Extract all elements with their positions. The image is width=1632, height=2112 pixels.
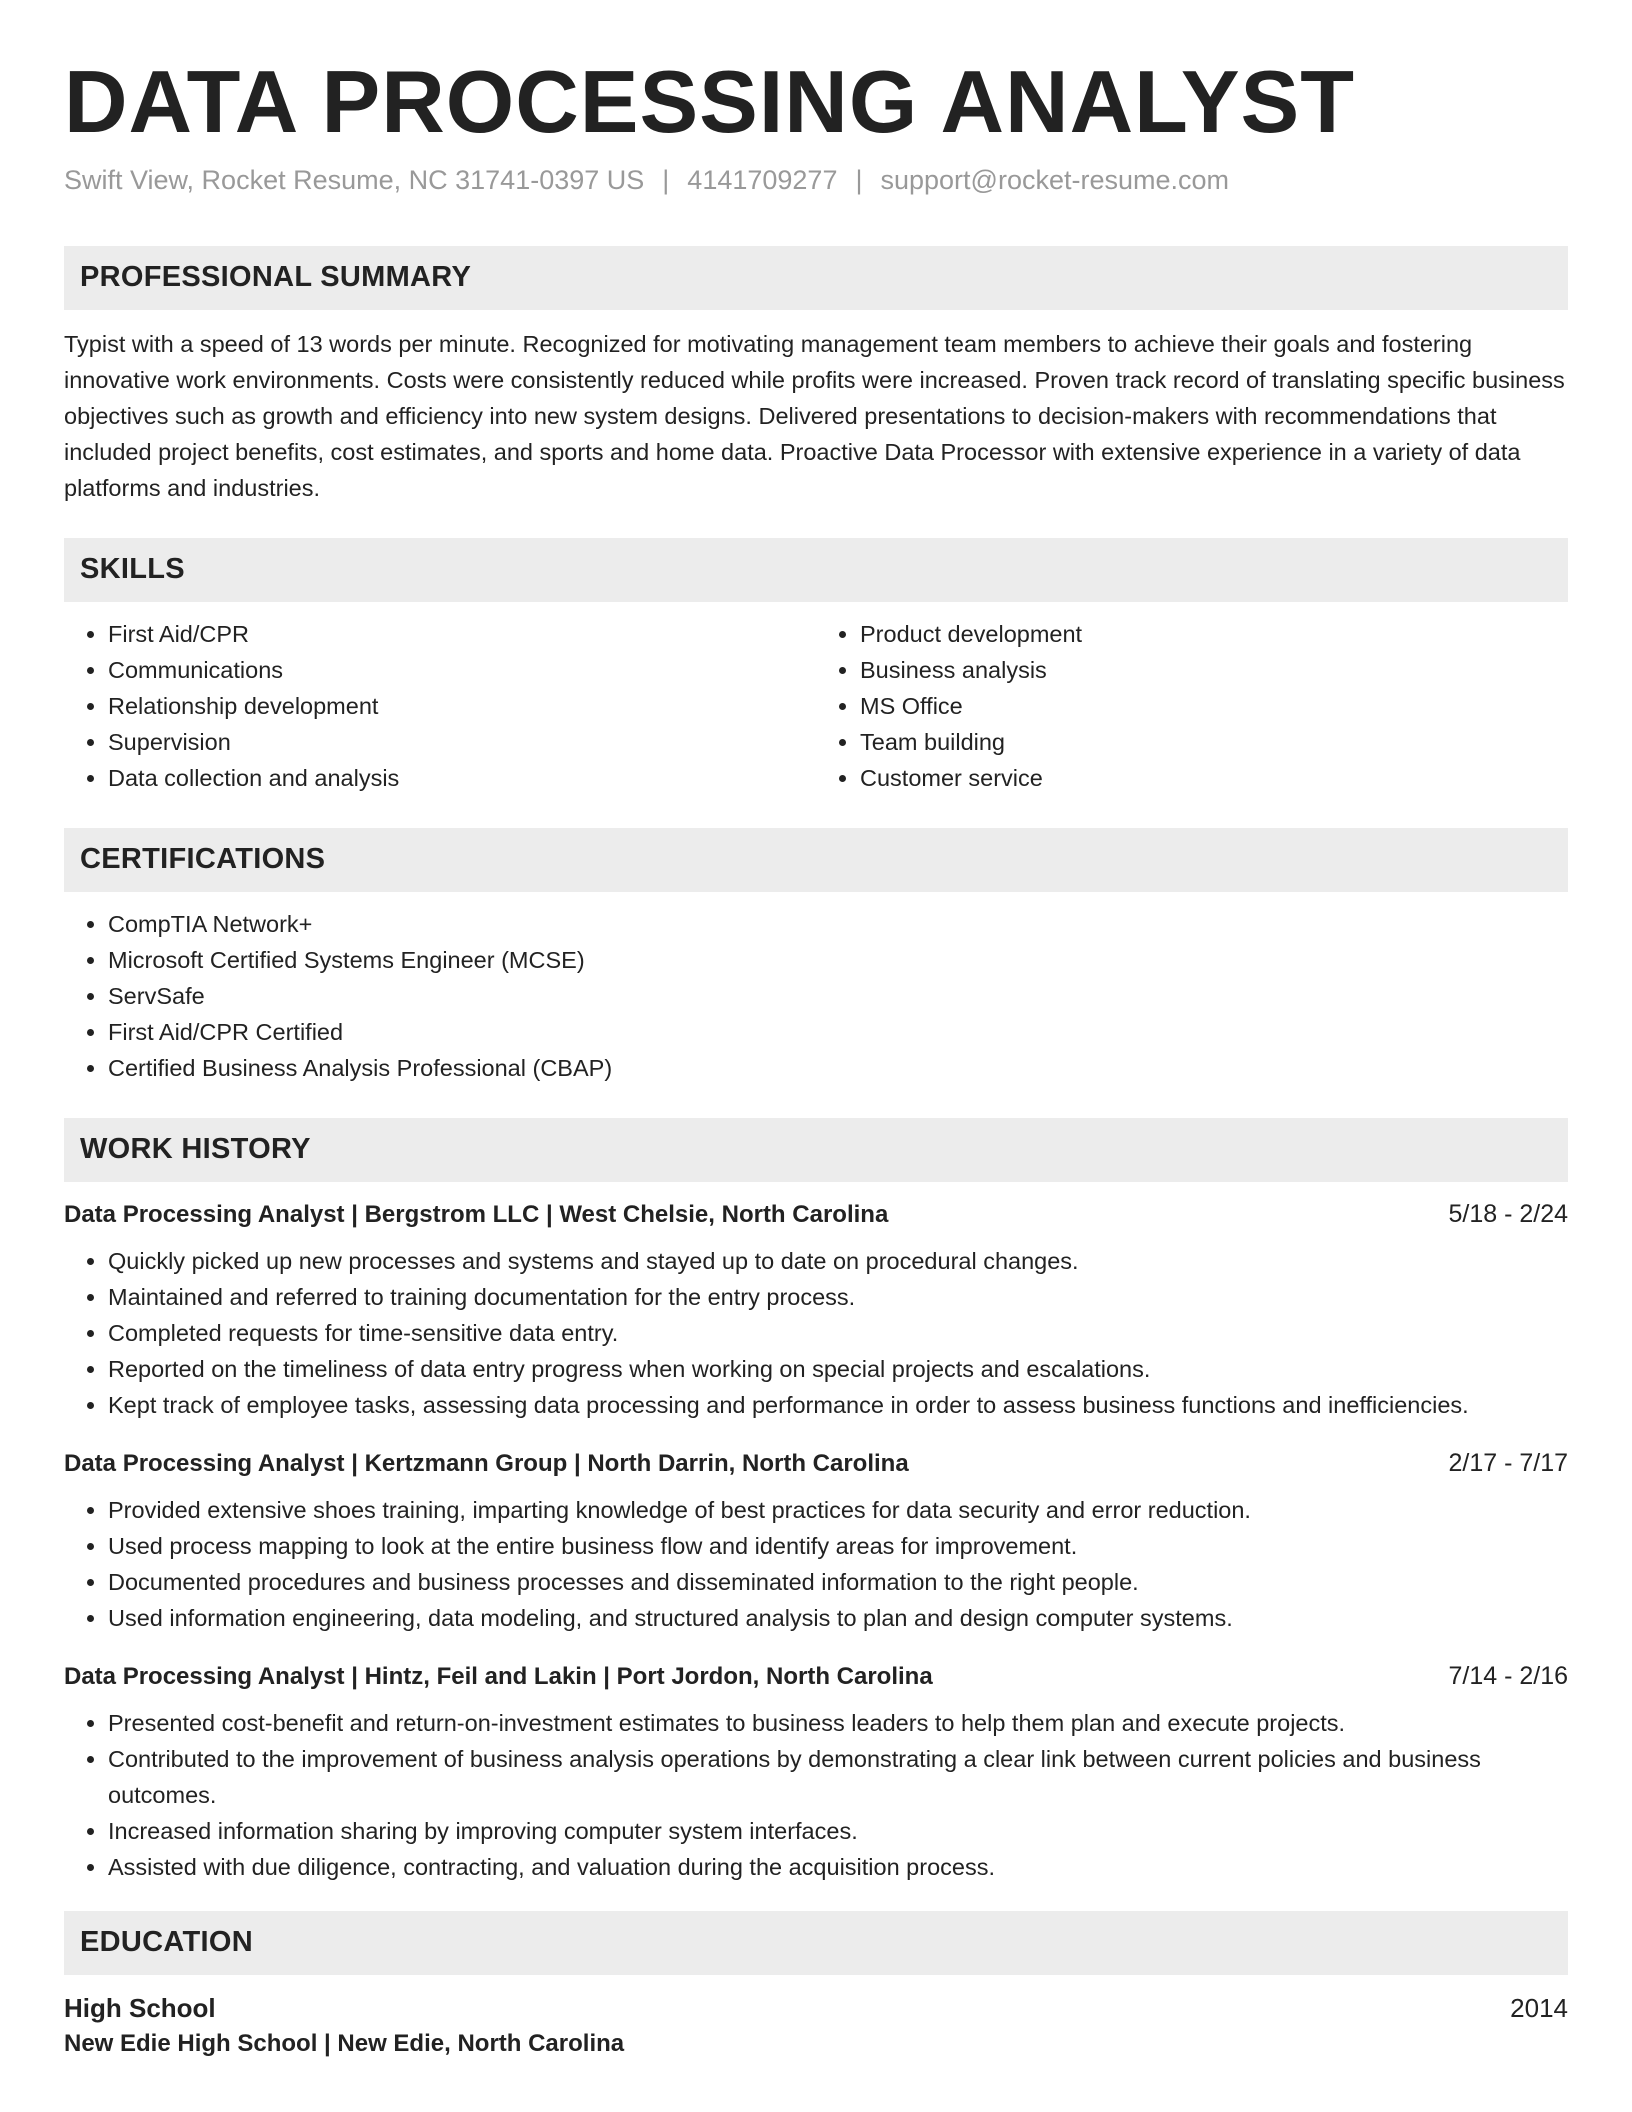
job-bullet: • Contributed to the improvement of business analysis operations by demonstrating a clear link between current policies and business outcomes.: [108, 1741, 1568, 1813]
skill-item: • Product development: [860, 616, 1568, 652]
education-degree: High School: [64, 1992, 216, 2023]
job-header: [64, 1200, 1568, 1229]
job-bullets: [64, 1492, 1568, 1636]
job-entry: [64, 1662, 1568, 1885]
certification-item: • CompTIA Network+: [108, 906, 1568, 942]
job-bullet: • Provided extensive shoes training, imparting knowledge of best practices for data security and error reduction.: [108, 1492, 1568, 1528]
job-bullet: • Presented cost-benefit and return-on-investment estimates to business leaders to help them plan and execute projects.: [108, 1705, 1568, 1741]
job-bullets: [64, 1705, 1568, 1885]
job-bullet: • Completed requests for time-sensitive data entry.: [108, 1315, 1568, 1351]
work-history-section-header: WORK HISTORY: [64, 1118, 1568, 1182]
education-year: 2014: [1510, 1992, 1568, 2023]
job-bullet: • Quickly picked up new processes and systems and stayed up to date on procedural changes.: [108, 1243, 1568, 1279]
certification-item: • First Aid/CPR Certified: [108, 1014, 1568, 1050]
contact-address: Swift View, Rocket Resume, NC 31741-0397 US: [64, 164, 645, 195]
job-bullet: • Increased information sharing by improving computer system interfaces.: [108, 1813, 1568, 1849]
skill-item: • Data collection and analysis: [108, 760, 816, 796]
job-heading: Data Processing Analyst | Bergstrom LLC | West Chelsie, North Carolina: [64, 1200, 889, 1228]
job-bullet: • Maintained and referred to training documentation for the entry process.: [108, 1279, 1568, 1315]
job-entry: [64, 1449, 1568, 1636]
summary-section-header: PROFESSIONAL SUMMARY: [64, 246, 1568, 310]
skill-item: • Supervision: [108, 724, 816, 760]
job-header: [64, 1449, 1568, 1478]
certification-item: • ServSafe: [108, 978, 1568, 1014]
certification-item: • Microsoft Certified Systems Engineer (MCSE): [108, 942, 1568, 978]
contact-separator: |: [855, 164, 863, 195]
skills-column-right: [816, 616, 1568, 796]
job-dates: 7/14 - 2/16: [1448, 1661, 1568, 1690]
job-bullet: • Kept track of employee tasks, assessing data processing and performance in order to assess business functions and inefficiencies.: [108, 1387, 1568, 1423]
education-school: New Edie High School | New Edie, North Carolina: [64, 2029, 625, 2057]
job-entry: [64, 1200, 1568, 1423]
contact-phone: 4141709277: [687, 164, 838, 195]
job-bullet: • Used information engineering, data modeling, and structured analysis to plan and design computer systems.: [108, 1600, 1568, 1636]
skill-item: • Customer service: [860, 760, 1568, 796]
job-bullet: • Documented procedures and business processes and disseminated information to the right people.: [108, 1564, 1568, 1600]
contact-separator: |: [662, 164, 670, 195]
contact-email: support@rocket-resume.com: [880, 164, 1230, 195]
skill-item: • Business analysis: [860, 652, 1568, 688]
job-heading: Data Processing Analyst | Hintz, Feil and Lakin | Port Jordon, North Carolina: [64, 1662, 933, 1690]
job-bullets: [64, 1243, 1568, 1423]
skill-item: • Team building: [860, 724, 1568, 760]
education-section-header: EDUCATION: [64, 1911, 1568, 1975]
skill-item: • Relationship development: [108, 688, 816, 724]
certification-item: • Certified Business Analysis Professional (CBAP): [108, 1050, 1568, 1086]
skills-column-left: [64, 616, 816, 796]
job-dates: 5/18 - 2/24: [1448, 1199, 1568, 1228]
job-bullet: • Reported on the timeliness of data entry progress when working on special projects and escalations.: [108, 1351, 1568, 1387]
job-header: [64, 1662, 1568, 1691]
contact-line: [64, 165, 1568, 196]
education-entry: [64, 1993, 1568, 2058]
skill-item: • Communications: [108, 652, 816, 688]
job-heading: Data Processing Analyst | Kertzmann Group | North Darrin, North Carolina: [64, 1449, 909, 1477]
skills-section-header: SKILLS: [64, 538, 1568, 602]
certifications-section-header: CERTIFICATIONS: [64, 828, 1568, 892]
skills-list: [64, 602, 1568, 796]
job-bullet: • Used process mapping to look at the entire business flow and identify areas for improvement.: [108, 1528, 1568, 1564]
skill-item: • First Aid/CPR: [108, 616, 816, 652]
summary-text: Typist with a speed of 13 words per minute. Recognized for motivating management team members to achieve their goals and fostering innovative work environments. Costs were consistently reduced while profits were increased. Proven track record of translating specific business objectives such as growth and efficiency into new system designs. Delivered presentations to decision-makers with recommendations that included project benefits, cost estimates, and sports and home data. Proactive Data Processor with extensive experience in a variety of data platforms and industries.: [64, 330, 1565, 501]
job-dates: 2/17 - 7/17: [1448, 1448, 1568, 1477]
certifications-list: [64, 906, 1568, 1086]
candidate-name: DATA PROCESSING ANALYST: [64, 52, 1355, 151]
skill-item: • MS Office: [860, 688, 1568, 724]
education-header: [64, 1993, 1568, 2024]
job-bullet: • Assisted with due diligence, contracting, and valuation during the acquisition process.: [108, 1849, 1568, 1885]
